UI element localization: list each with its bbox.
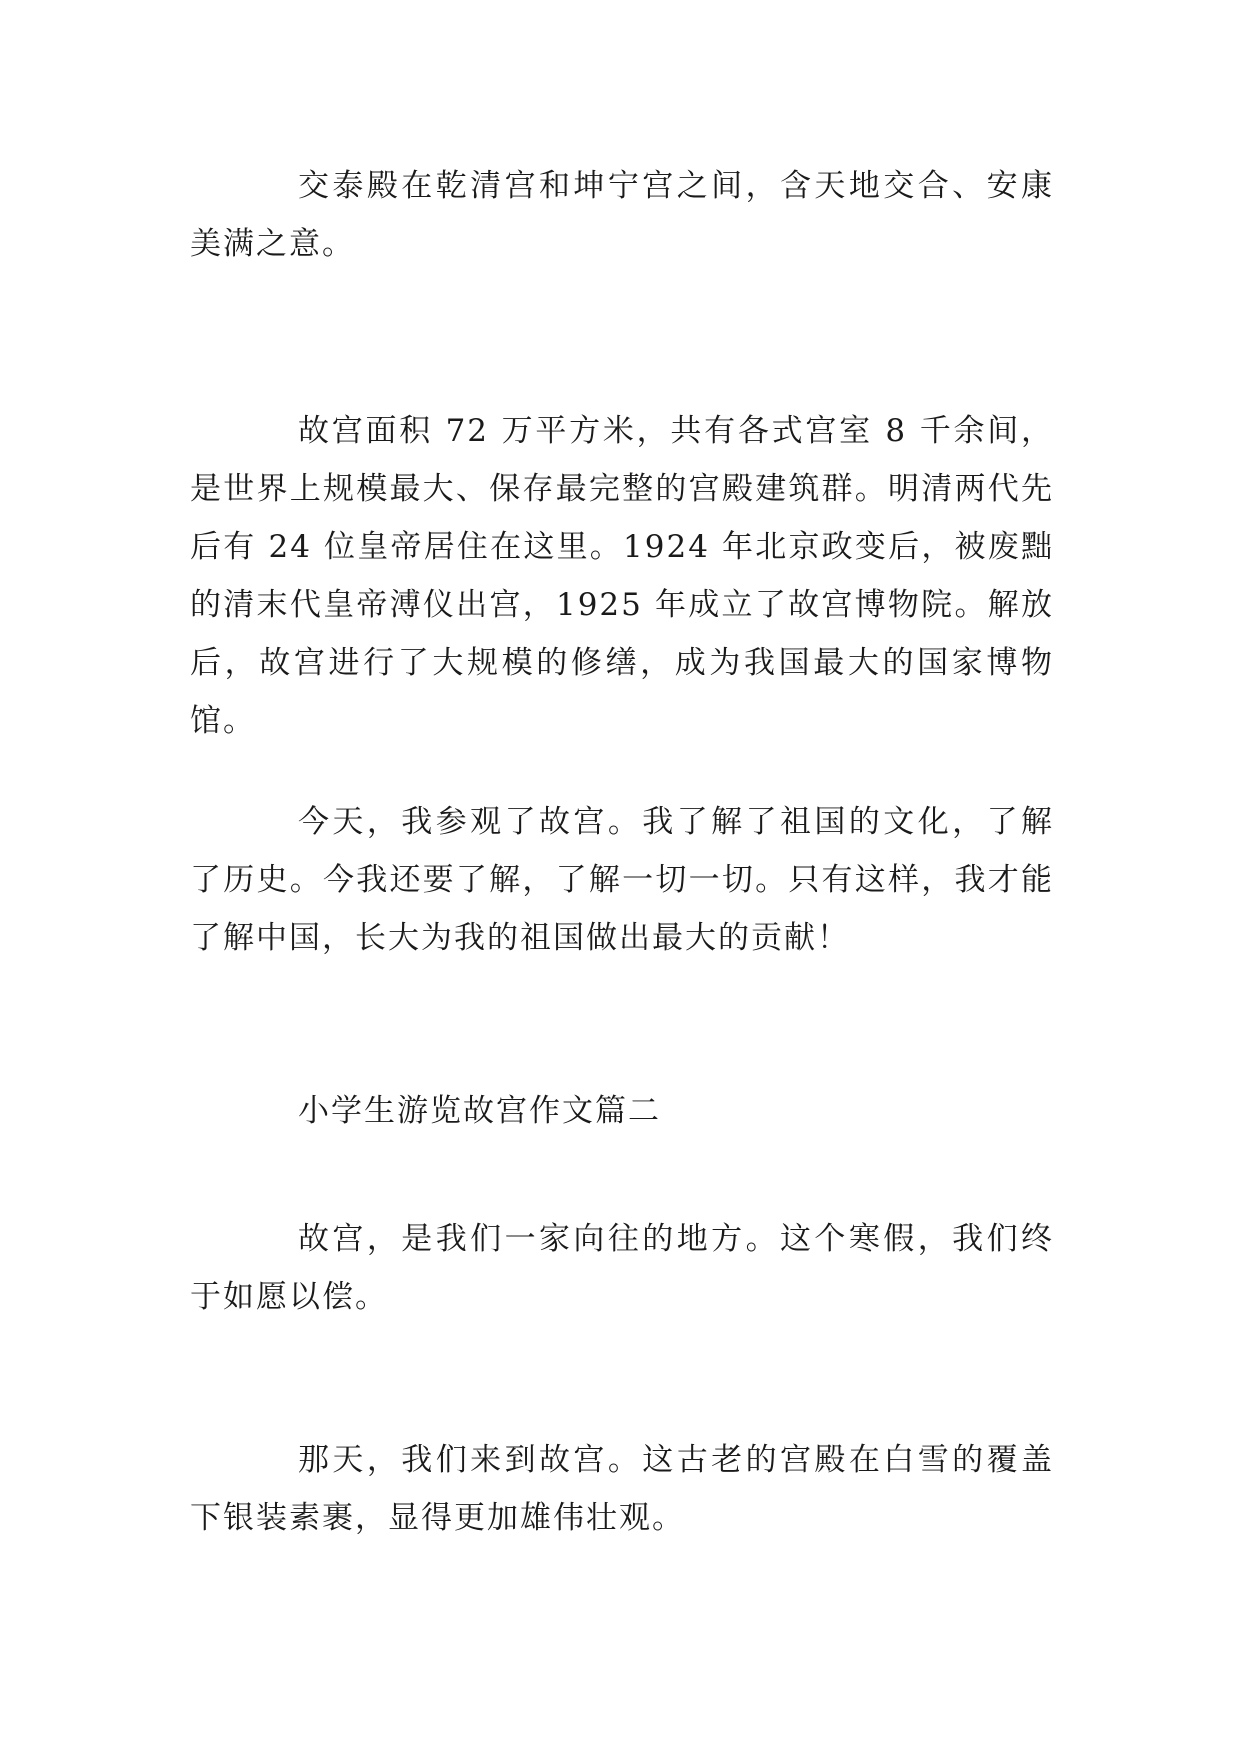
paragraph-snow-palace: 那天，我们来到故宫。这古老的宫殿在白雪的覆盖下银装素裹，显得更加雄伟壮观。	[190, 1442, 1054, 1536]
paragraph-visit-reflection: 今天，我参观了故宫。我了解了祖国的文化，了解了历史。今我还要了解，了解一切一切。只有这样，我才能了解中国，长大为我的祖国做出最大的贡献！	[190, 804, 1054, 956]
paragraph-palace-history: 故宫面积 72 万平方米，共有各式宫室 8 千余间，是世界上规模最大、保存最完整的宫殿建筑群。明清两代先后有 24 位皇帝居住在这里。1924 年北京政变后，被废黜的清末代皇帝溥仪出宫，1925 年成立了故宫博物院。解放后，故宫进行了大规模的修缮，成为我国最大的国家博物馆。	[190, 413, 1054, 739]
paragraph-jiaotai-hall: 交泰殿在乾清宫和坤宁宫之间，含天地交合、安康美满之意。	[190, 168, 1054, 262]
paragraph-family-wish: 故宫，是我们一家向往的地方。这个寒假，我们终于如愿以偿。	[190, 1221, 1054, 1315]
section-title: 小学生游览故宫作文篇二	[298, 1093, 661, 1129]
